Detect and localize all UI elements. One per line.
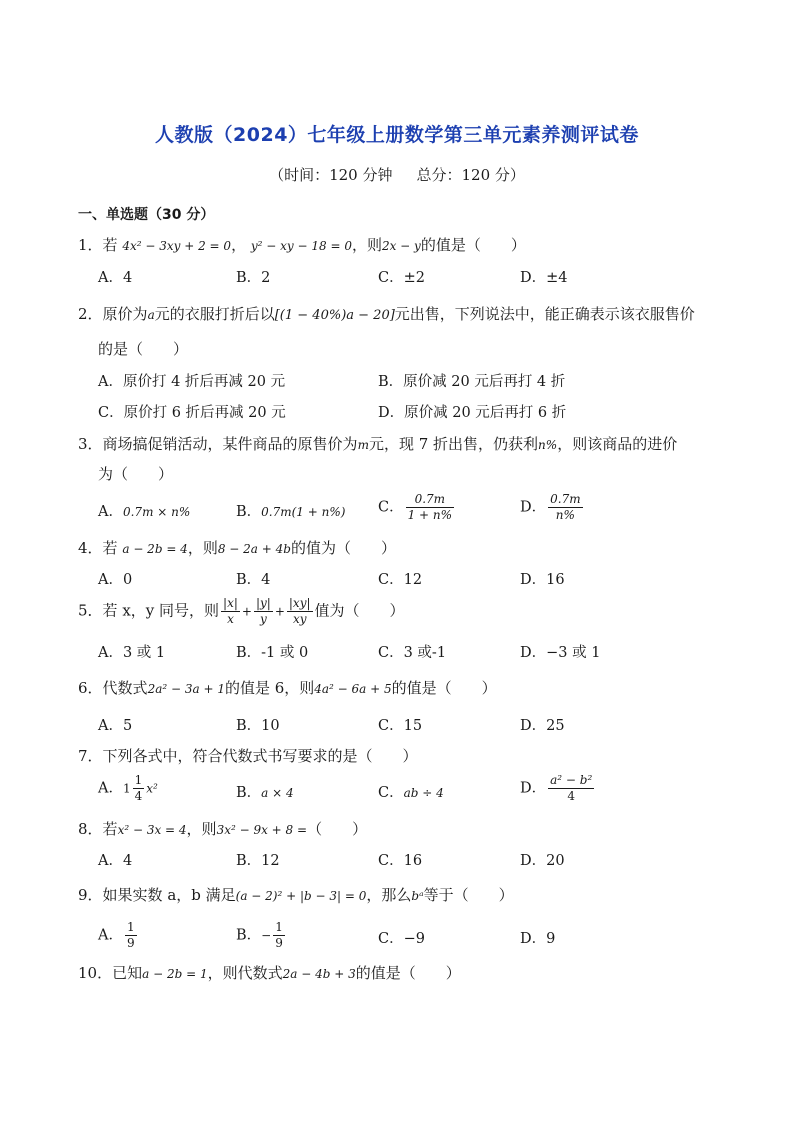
option-a[interactable]: A．0 xyxy=(98,572,133,588)
option-d[interactable]: D．25 xyxy=(520,718,565,734)
option-a[interactable]: A． $\frac{1}{9}$ xyxy=(98,920,135,950)
question-7: 7．下列各式中，符合代数式书写要求的是（ ） xyxy=(78,747,418,765)
option-d[interactable]: D．9 xyxy=(520,931,556,947)
question-3-cont: 为（ ） xyxy=(98,465,174,483)
option-a[interactable]: A．1 $\frac{1}{4}$ x² xyxy=(98,773,158,803)
fraction: $\frac{|xy|}{xy}$ xyxy=(288,596,311,626)
page-title: 人教版（2024）七年级上册数学第三单元素养测评试卷 xyxy=(155,124,639,146)
question-1: 1．若 4x² − 3xy + 2 = 0， y² − xy − 18 = 0，则2x − y的值是（ ） xyxy=(78,236,526,254)
section-heading: 一、单选题（30 分） xyxy=(78,207,215,223)
option-c[interactable]: C． $\frac{0.7m}{1 + n\%}$ xyxy=(378,492,453,522)
option-b[interactable]: B．-1 或 0 xyxy=(236,645,309,661)
exam-info xyxy=(0,164,794,185)
option-c[interactable]: C．3 或-1 xyxy=(378,645,447,661)
option-d[interactable]: D．20 xyxy=(520,853,565,869)
math-expr: 2a² − 3a + 1 xyxy=(147,682,225,696)
option-b[interactable]: B．12 xyxy=(236,853,280,869)
option-d[interactable]: D．−3 或 1 xyxy=(520,645,601,661)
option-d[interactable]: D．±4 xyxy=(520,270,568,286)
question-3: 3．商场搞促销活动，某件商品的原售价为m元，现 7 折出售，仍获利n%，则该商品的进价 xyxy=(78,435,678,453)
option-a[interactable]: A．5 xyxy=(98,718,133,734)
math-expr: 4x² − 3xy + 2 = 0 xyxy=(122,239,232,253)
math-expr: a − 2b = 1 xyxy=(142,967,208,981)
fraction: $\frac{1}{9}$ xyxy=(126,920,135,950)
total-score: 总分：120 分） xyxy=(416,166,525,184)
option-d[interactable]: D．原价减 20 元后再打 6 折 xyxy=(378,405,567,421)
math-expr: (a − 2)² + |b − 3| = 0 xyxy=(235,889,367,903)
option-b[interactable]: B．a × 4 xyxy=(236,785,294,801)
math-expr: 4a² − 6a + 5 xyxy=(314,682,392,696)
math-expr: 8 − 2a + 4b xyxy=(217,542,291,556)
math-expr: bᵃ xyxy=(411,889,424,903)
option-b[interactable]: B．− $\frac{1}{9}$ xyxy=(236,920,283,950)
time-limit: （时间：120 分钟 xyxy=(269,166,393,184)
option-c[interactable]: C．15 xyxy=(378,718,423,734)
option-b[interactable]: B．2 xyxy=(236,270,271,286)
option-a[interactable]: A．4 xyxy=(98,853,133,869)
option-a[interactable]: A．4 xyxy=(98,270,133,286)
fraction: $\frac{1}{4}$ xyxy=(134,773,143,803)
question-8: 8．若x² − 3x = 4，则3x² − 9x + 8 =（ ） xyxy=(78,820,368,838)
question-4: 4．若 a − 2b = 4，则8 − 2a + 4b的值为（ ） xyxy=(78,539,396,557)
option-c[interactable]: C．−9 xyxy=(378,931,425,947)
option-c[interactable]: C．ab ÷ 4 xyxy=(378,785,444,801)
fraction: $\frac{|x|}{x}$ xyxy=(223,596,238,626)
fraction: $\frac{0.7m}{1 + n\%}$ xyxy=(407,492,453,522)
math-expr: 2a − 4b + 3 xyxy=(282,967,356,981)
question-10: 10．已知a − 2b = 1，则代数式2a − 4b + 3的值是（ ） xyxy=(78,964,461,982)
option-c[interactable]: C．12 xyxy=(378,572,423,588)
option-c[interactable]: C．原价打 6 折后再减 20 元 xyxy=(98,405,286,421)
option-a[interactable]: A．3 或 1 xyxy=(98,645,166,661)
option-a[interactable]: A．0.7m × n% xyxy=(98,504,191,520)
fraction: $\frac{\text{a² − b²}}{4}$ xyxy=(550,773,593,803)
math-expr: 2x − y xyxy=(381,239,421,253)
option-b[interactable]: B．原价减 20 元后再打 4 折 xyxy=(378,374,566,390)
option-d[interactable]: D．16 xyxy=(520,572,565,588)
math-expr: n% xyxy=(538,438,558,452)
fraction: $\frac{|y|}{y}$ xyxy=(255,596,271,626)
option-c[interactable]: C．±2 xyxy=(378,270,425,286)
question-5: 5．若 x，y 同号，则 $\frac{|x|}{x}$ + $\frac{|y|}{y}$ + $\frac{|xy|}{xy}$ 值为（ ） xyxy=(78,596,405,626)
option-d[interactable]: D． $\frac{0.7m}{n\%}$ xyxy=(520,492,581,522)
math-expr: y² − xy − 18 = 0 xyxy=(250,239,352,253)
option-b[interactable]: B．0.7m(1 + n%) xyxy=(236,504,346,520)
question-6: 6．代数式2a² − 3a + 1的值是 6，则4a² − 6a + 5的值是（ ） xyxy=(78,679,497,697)
math-expr: a xyxy=(147,308,155,322)
math-expr: [(1 − 40%)a − 20] xyxy=(274,308,395,323)
option-b[interactable]: B．4 xyxy=(236,572,271,588)
question-2-cont: 的是（ ） xyxy=(98,340,189,358)
math-expr: a − 2b = 4 xyxy=(122,542,188,556)
fraction: $\frac{0.7m}{n\%}$ xyxy=(550,492,581,522)
math-expr: x² − 3x = 4 xyxy=(117,823,187,837)
option-d[interactable]: D． $\frac{\text{a² − b²}}{4}$ xyxy=(520,773,593,803)
math-expr: m xyxy=(357,438,369,452)
option-a[interactable]: A．原价打 4 折后再减 20 元 xyxy=(98,374,286,390)
math-expr: 3x² − 9x + 8 = xyxy=(216,823,308,837)
option-c[interactable]: C．16 xyxy=(378,853,423,869)
question-2: 2．原价为a元的衣服打折后以[(1 − 40%)a − 20]元出售，下列说法中，能正确表示该衣服售价 xyxy=(78,305,695,323)
fraction: $\frac{1}{9}$ xyxy=(275,920,283,950)
option-b[interactable]: B．10 xyxy=(236,718,280,734)
question-9: 9．如果实数 a，b 满足(a − 2)² + |b − 3| = 0，那么bᵃ等于（ ） xyxy=(78,886,514,904)
